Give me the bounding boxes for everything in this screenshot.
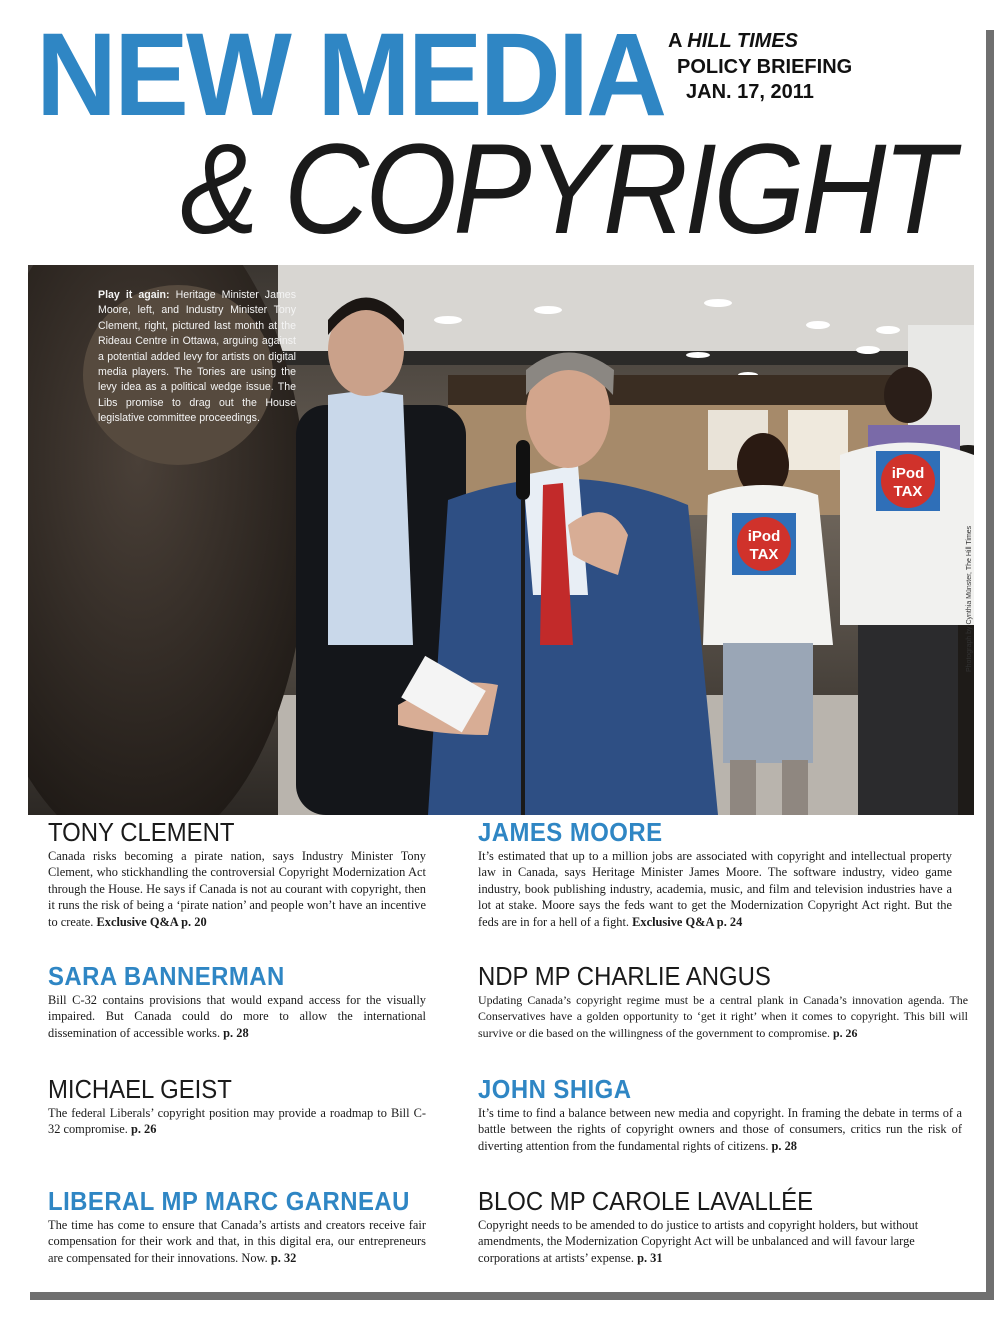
page-reference: p. 32 — [270, 1250, 297, 1265]
story-carole-lavallee — [478, 1187, 962, 1266]
story-headline: BLOC MP CAROLE LAVALLÉE — [478, 1186, 814, 1216]
story-tony-clement — [48, 818, 426, 930]
caption-lead: Play it again: — [98, 289, 170, 301]
story-body: Updating Canada’s copyright regime must be a central plank in Canada’s innovation agenda. The Conservatives have a golden opportunity to ‘get it right’ when it comes to copyright. This bill will survive or die based on the willingness of the government to compromise. p. 26 — [478, 993, 968, 1040]
shirt-text-2b: TAX — [893, 483, 923, 500]
title-new-media: NEW MEDIA — [36, 22, 665, 141]
story-charlie-angus — [478, 962, 968, 1041]
briefing-prefix: A — [668, 30, 682, 52]
page-reference: p. 28 — [223, 1025, 249, 1040]
story-body: The federal Liberals’ copyright position may provide a roadmap to Bill C-32 compromise. p. 26 — [48, 1106, 426, 1137]
title-copyright: & COPYRIGHT — [180, 118, 951, 261]
briefing-line2: POLICY BRIEFING — [677, 56, 853, 78]
photo-caption — [98, 288, 296, 427]
story-james-moore — [478, 818, 952, 930]
story-michael-geist — [48, 1075, 426, 1138]
story-john-shiga — [478, 1075, 962, 1154]
briefing-line1 — [668, 31, 798, 51]
page-reference: Exclusive Q&A p. 20 — [96, 914, 207, 929]
story-headline: SARA BANNERMAN — [48, 961, 285, 991]
story-body: Bill C-32 contains provisions that would expand access for the visually impaired. But Canada could do more to allow the international dissemination of accessible works. p. 28 — [48, 993, 426, 1040]
briefing-date: JAN. 17, 2011 — [686, 81, 814, 103]
story-headline: JOHN SHIGA — [478, 1074, 632, 1104]
shirt-text-1b: TAX — [749, 546, 779, 563]
story-headline: MICHAEL GEIST — [48, 1074, 232, 1104]
story-headline: NDP MP CHARLIE ANGUS — [478, 961, 771, 991]
story-body: It’s estimated that up to a million jobs are associated with copyright and intellectual property law in Canada, says Heritage Minister James Moore. The software industry, video game industry, book publishing industry, academia, music, and film and television industries have a lot at stake. Moore says the feds want to get the Modernization Copyright Act right. But the feds are in for a hell of a fight. Exclusive Q&A p. 24 — [478, 849, 952, 929]
story-body: Canada risks becoming a pirate nation, says Industry Minister Tony Clement, who stickhandling the controversial Copyright Modernization Act through the House. He says if Canada is not au courant with copyright, then it runs the risk of being a ‘pirate nation’ and people won’t have an incentive to create. Exclusive Q&A p. 20 — [48, 849, 426, 929]
story-sara-bannerman — [48, 962, 426, 1041]
story-body: Copyright needs to be amended to do justice to artists and copyright holders, but without amendments, the Modernization Copyright Act will be unbalanced and will favour large corporations at artists’ expense. p. 31 — [478, 1218, 919, 1265]
page-reference: p. 26 — [833, 1025, 858, 1040]
page-reference: Exclusive Q&A p. 24 — [632, 914, 743, 929]
briefing-publication: HILL TIMES — [687, 30, 799, 52]
photo-credit: Photograph by Cynthia Münster, The Hill Times — [966, 525, 973, 672]
page-reference: p. 31 — [637, 1250, 663, 1265]
story-headline: LIBERAL MP MARC GARNEAU — [48, 1186, 410, 1216]
shirt-text-1a: iPod — [747, 528, 781, 545]
story-body: It’s time to find a balance between new media and copyright. In framing the debate in terms of a battle between the rights of copyright owners and those of consumers, critics run the risk of diverting attention from the fundamental rights of citizens. p. 28 — [478, 1106, 962, 1153]
story-headline: JAMES MOORE — [478, 817, 663, 847]
story-marc-garneau — [48, 1187, 426, 1266]
story-headline: TONY CLEMENT — [48, 817, 235, 847]
story-body: The time has come to ensure that Canada’s artists and creators receive fair compensation for their work and that, in this digital era, our entrepreneurs are compensated for their innovations. Now. p. 32 — [48, 1218, 426, 1265]
cover-page — [22, 22, 986, 1292]
caption-text: Heritage Minister James Moore, left, and Industry Minister Tony Clement, right, pictured last month at the Rideau Centre in Ottawa, arguing against a potential added levy for artists on digital media players. The Tories are using the levy idea as a political wedge issue. The Libs promise to drag out the House legislative committee proceedings. — [98, 289, 296, 425]
page-reference: p. 26 — [130, 1122, 157, 1137]
shirt-text-2a: iPod — [891, 465, 925, 482]
page-reference: p. 28 — [771, 1138, 797, 1153]
